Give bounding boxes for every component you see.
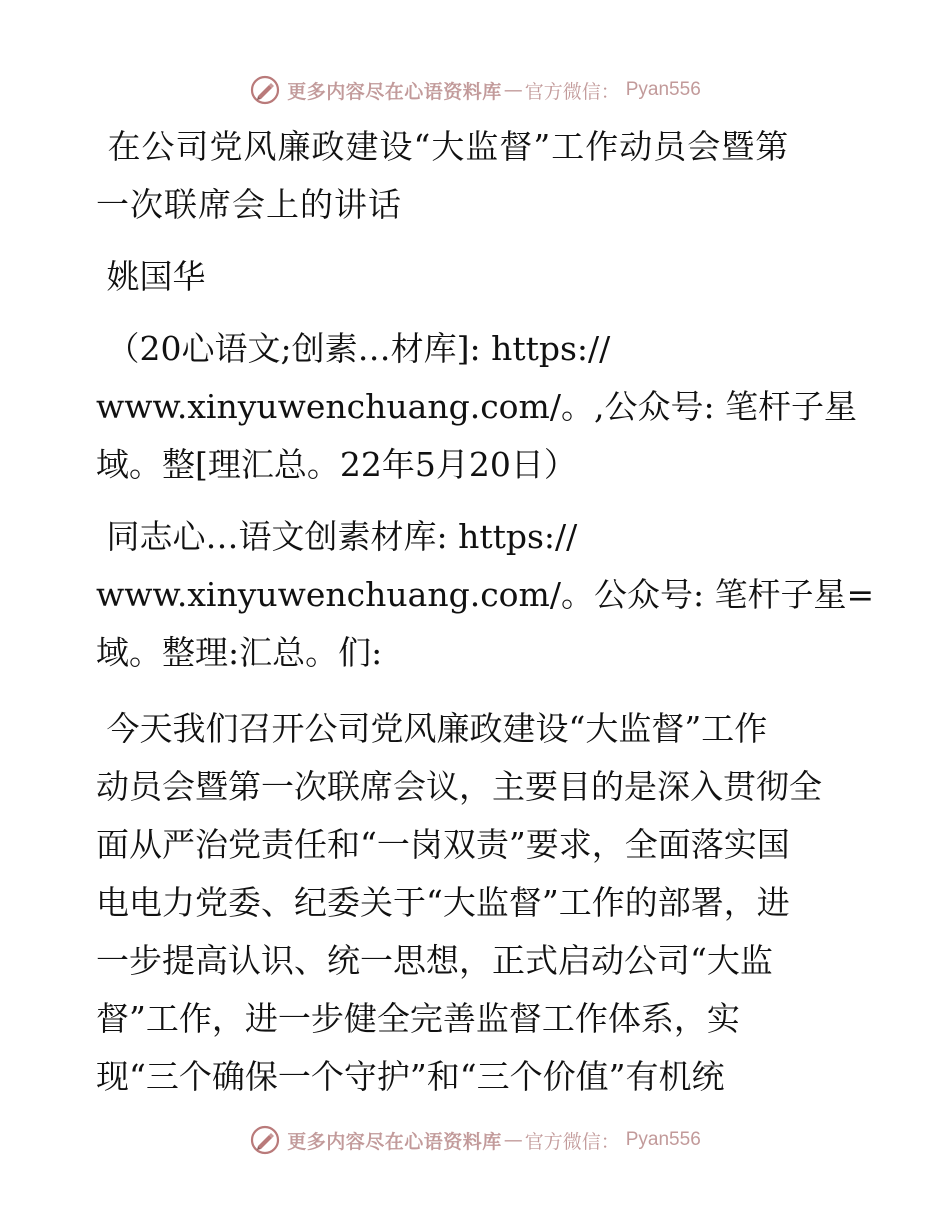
watermark-separator: —: [503, 79, 523, 101]
watermark-id: Pyan556: [625, 1129, 701, 1150]
watermark-separator: —: [503, 1129, 523, 1151]
salutation: [96, 508, 875, 682]
body-line-7: 现“三个确保一个守护”和“三个价值”有机统: [96, 1057, 725, 1096]
author-name: 姚国华: [96, 257, 206, 296]
salutation-line-3: 域。整理:汇总。们:: [96, 633, 383, 672]
watermark-label: 官方微信：: [524, 80, 620, 103]
pen-logo-icon: [249, 1124, 281, 1156]
source-note-line-1: （20心语文;创素…材库]: https://: [96, 329, 611, 368]
document-content: [96, 118, 875, 1106]
body-paragraph: [96, 700, 856, 1106]
header-watermark: [0, 70, 950, 110]
source-note-line-3: 域。整[理汇总。22年5月20日）: [96, 445, 577, 484]
pen-logo-icon: [249, 74, 281, 106]
body-line-5: 一步提高认识、统一思想，正式启动公司“大监: [96, 941, 773, 980]
source-note-line-2: www.xinyuwenchuang.com/。,公众号: 笔杆子星: [96, 387, 858, 426]
watermark-main-text: 更多内容尽在心语资料库: [287, 80, 502, 103]
author-block: [96, 248, 856, 306]
body-line-2: 动员会暨第一次联席会议，主要目的是深入贯彻全: [96, 767, 822, 806]
footer-watermark: [0, 1120, 950, 1160]
body-line-4: 电电力党委、纪委关于“大监督”工作的部署，进: [96, 883, 790, 922]
body-line-6: 督”工作，进一步健全完善监督工作体系，实: [96, 999, 740, 1038]
source-note: [96, 320, 856, 494]
title-line-1: 在公司党风廉政建设“大监督”工作动员会暨第: [96, 127, 790, 166]
body-line-1: 今天我们召开公司党风廉政建设“大监督”工作: [96, 709, 768, 748]
salutation-line-2: www.xinyuwenchuang.com/。公众号: 笔杆子星=: [96, 575, 875, 614]
body-line-3: 面从严治党责任和“一岗双责”要求，全面落实国: [96, 825, 790, 864]
watermark-label: 官方微信：: [524, 1130, 620, 1153]
salutation-line-1: 同志心…语文创素材库: https://: [96, 517, 578, 556]
document-title: [96, 118, 856, 234]
watermark-main-text: 更多内容尽在心语资料库: [287, 1130, 502, 1153]
title-line-2: 一次联席会上的讲话: [96, 185, 402, 224]
watermark-id: Pyan556: [625, 79, 701, 100]
